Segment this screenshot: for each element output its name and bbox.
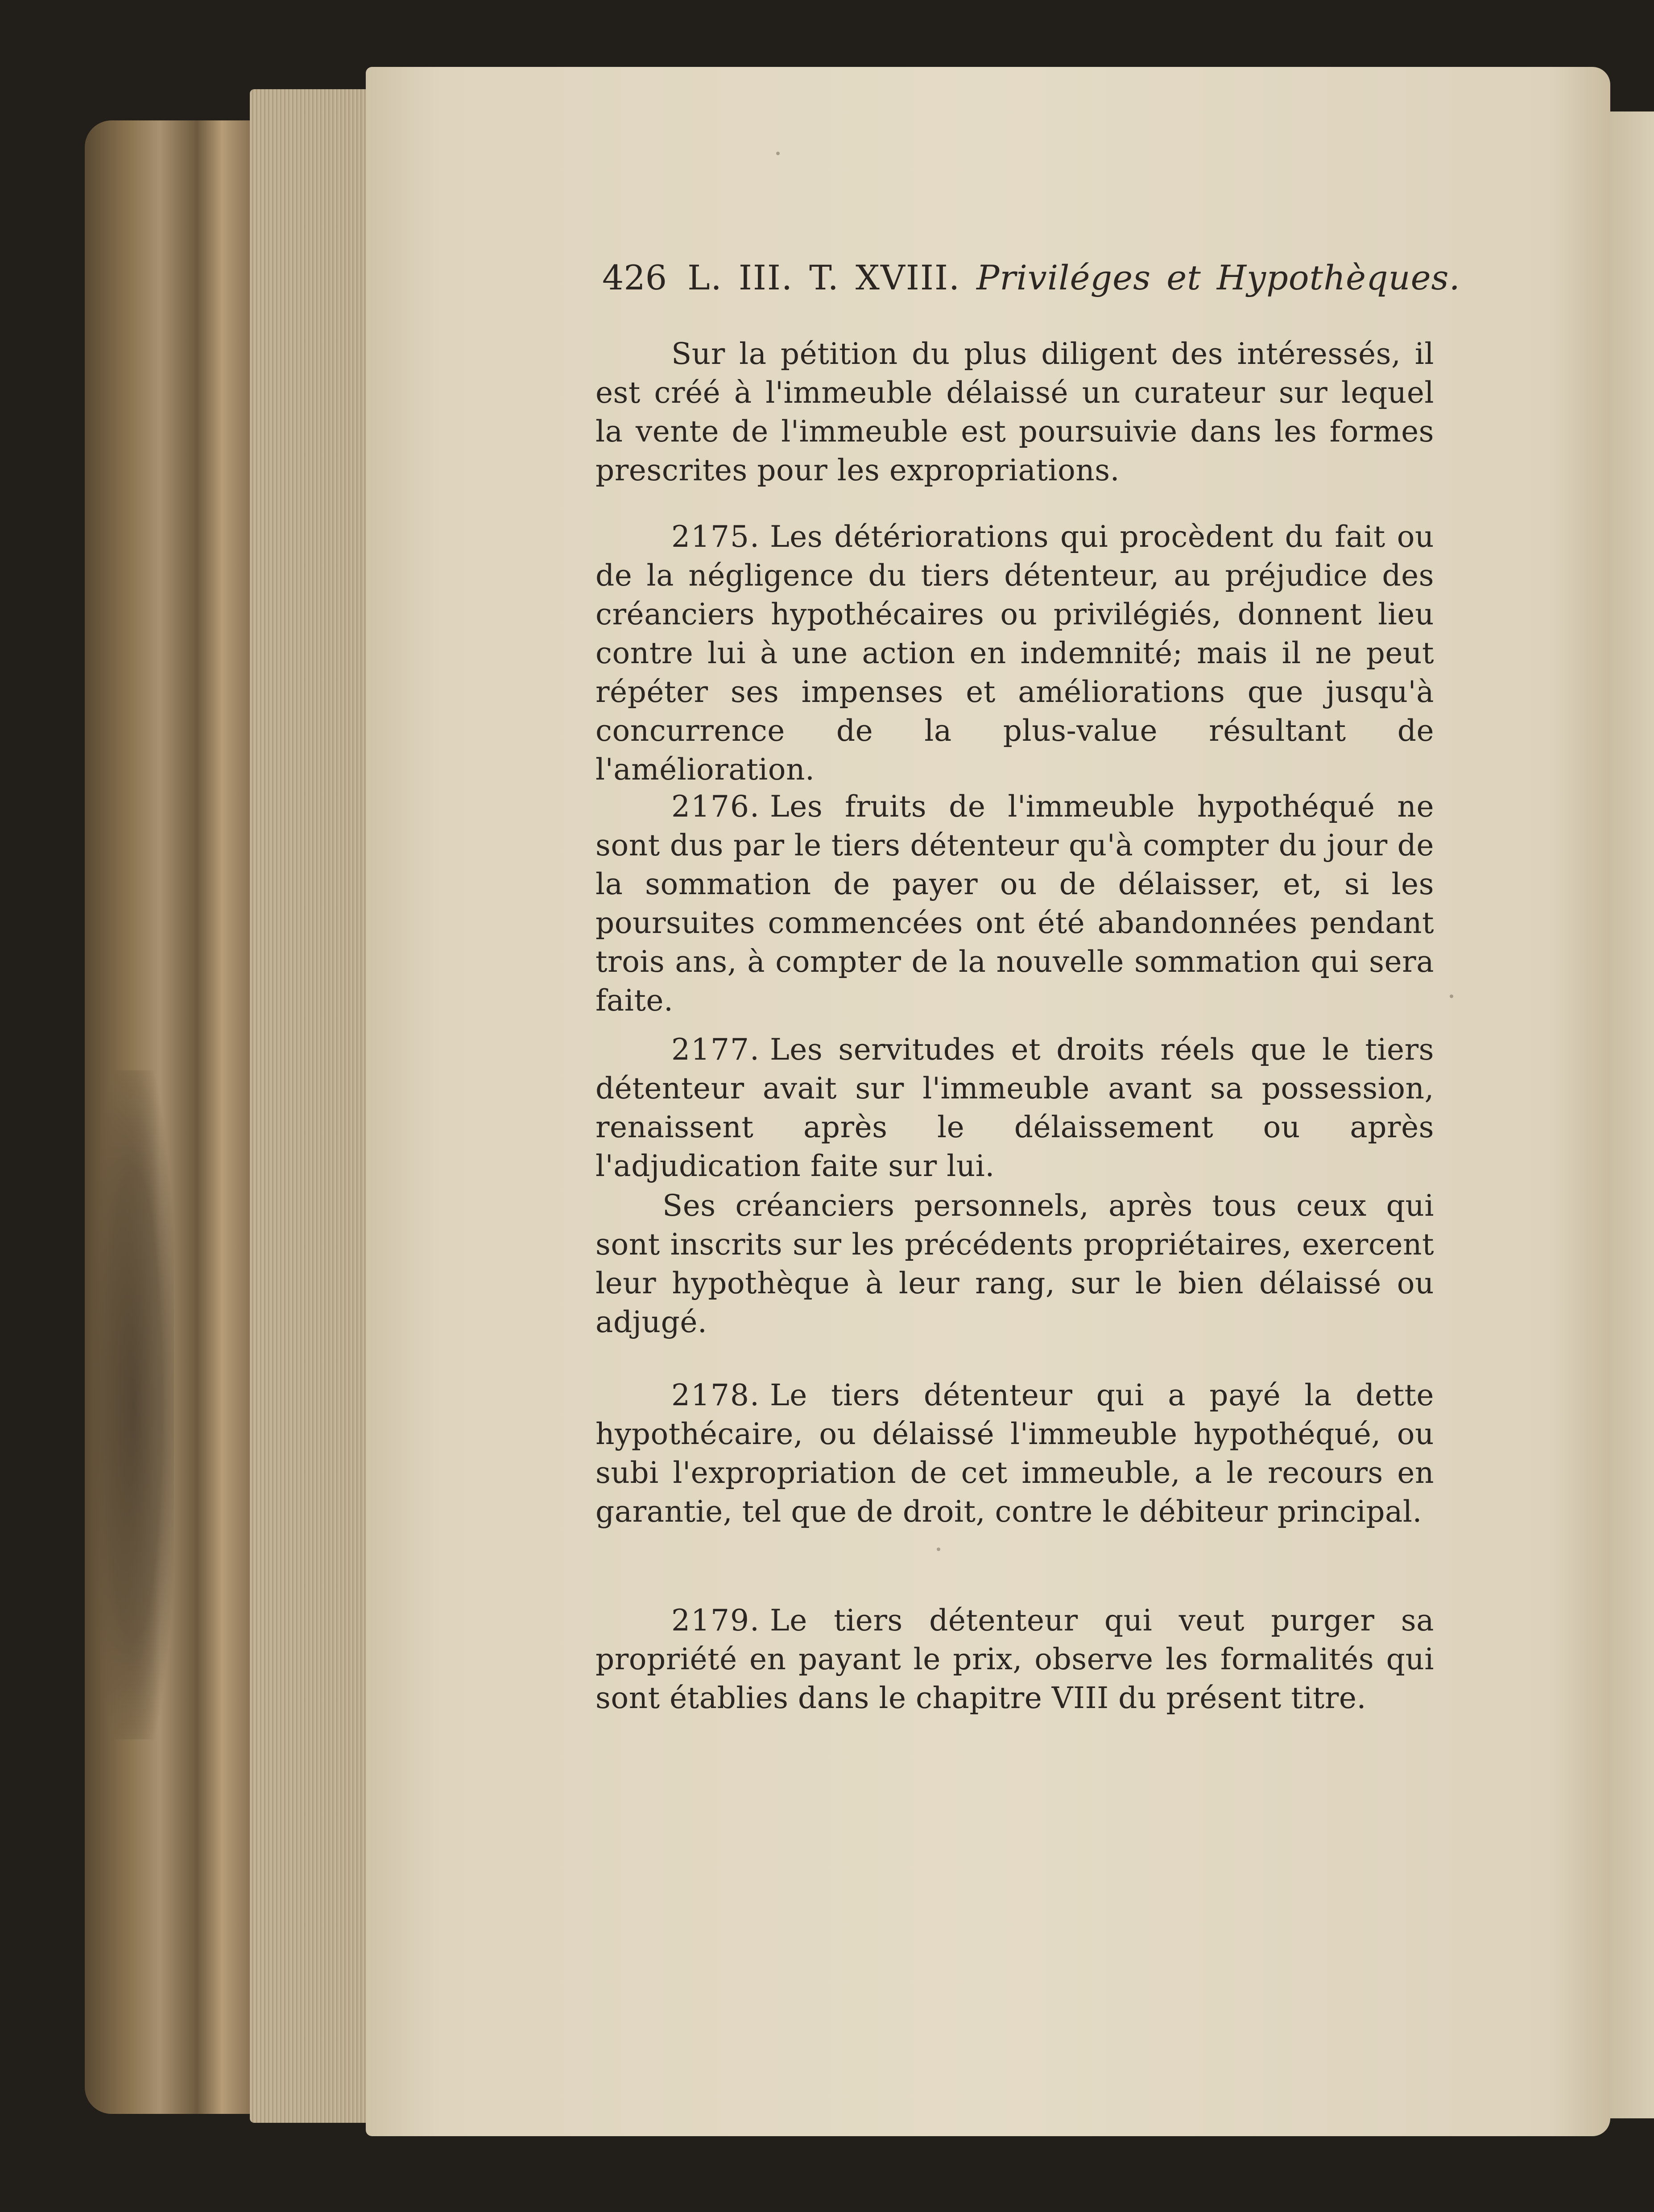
paper-speck [776,152,780,155]
title-reference: T. XVIII. [809,258,961,297]
paragraph-text: Les fruits de l'immeuble hypothéqué ne sont dus par le tiers détenteur qu'à compter du jour de la sommation de payer ou de délaisser, et, si les poursuites commencées ont été abandonnées pendant trois ans, à compter de la nouvelle sommation qui sera faite. [595,789,1434,1018]
paper-speck [1450,995,1453,998]
running-subject: Priviléges et Hypothèques. [976,258,1460,297]
book-reference: L. III. [687,258,794,297]
article-number: 2179. [671,1603,760,1638]
article-number: 2176. [671,789,760,824]
article-number: 2177. [671,1032,760,1067]
article-paragraph [595,1601,1434,1717]
page-block-edges [250,89,379,2123]
article-paragraph [595,517,1434,789]
paragraph-text: Sur la pétition du plus diligent des intéressés, il est créé à l'immeuble délaissé un curateur sur lequel la vente de l'immeuble est poursuivie dans les formes prescrites pour les expropriations. [595,337,1434,487]
paragraph-text: Le tiers détenteur qui veut purger sa propriété en payant le prix, observe les formalités qui sont établies dans le chapitre VIII du présent titre. [595,1603,1434,1715]
paper-speck [937,1548,940,1551]
paragraph-text: Ses créanciers personnels, après tous ceux qui sont inscrits sur les précédents propriétaires, exercent leur hypothèque à leur rang, sur le bien délaissé ou adjugé. [595,1189,1434,1339]
article-paragraph [595,1030,1434,1185]
article-paragraph [595,787,1434,1020]
paragraph-text: Le tiers détenteur qui a payé la dette hypothécaire, ou délaissé l'immeuble hypothéqué, ou subi l'expropriation de cet immeuble, a le recours en garantie, tel que de droit, contre le débiteur principal. [595,1378,1434,1529]
running-head [602,258,1465,298]
article-number: 2178. [671,1378,760,1412]
page-number: 426 [602,258,667,297]
paragraph-text: Les servitudes et droits réels que le tiers détenteur avait sur l'immeuble avant sa possession, renaissent après le délaissement ou après l'adjudication faite sur lui. [595,1032,1434,1183]
article-number: 2175. [671,520,760,554]
paragraph [595,1186,1434,1341]
paragraph [595,334,1434,490]
paragraph-text: Les détériorations qui procèdent du fait ou de la négligence du tiers détenteur, au préjudice des créanciers hypothécaires ou privilégiés, donnent lieu contre lui à une action en indemnité; mais il ne peut répéter ses impenses et améliorations que jusqu'à concurrence de la plus-value résultant de l'amélioration. [595,520,1434,787]
worn-cover-patch [94,1070,174,1739]
article-paragraph [595,1376,1434,1531]
